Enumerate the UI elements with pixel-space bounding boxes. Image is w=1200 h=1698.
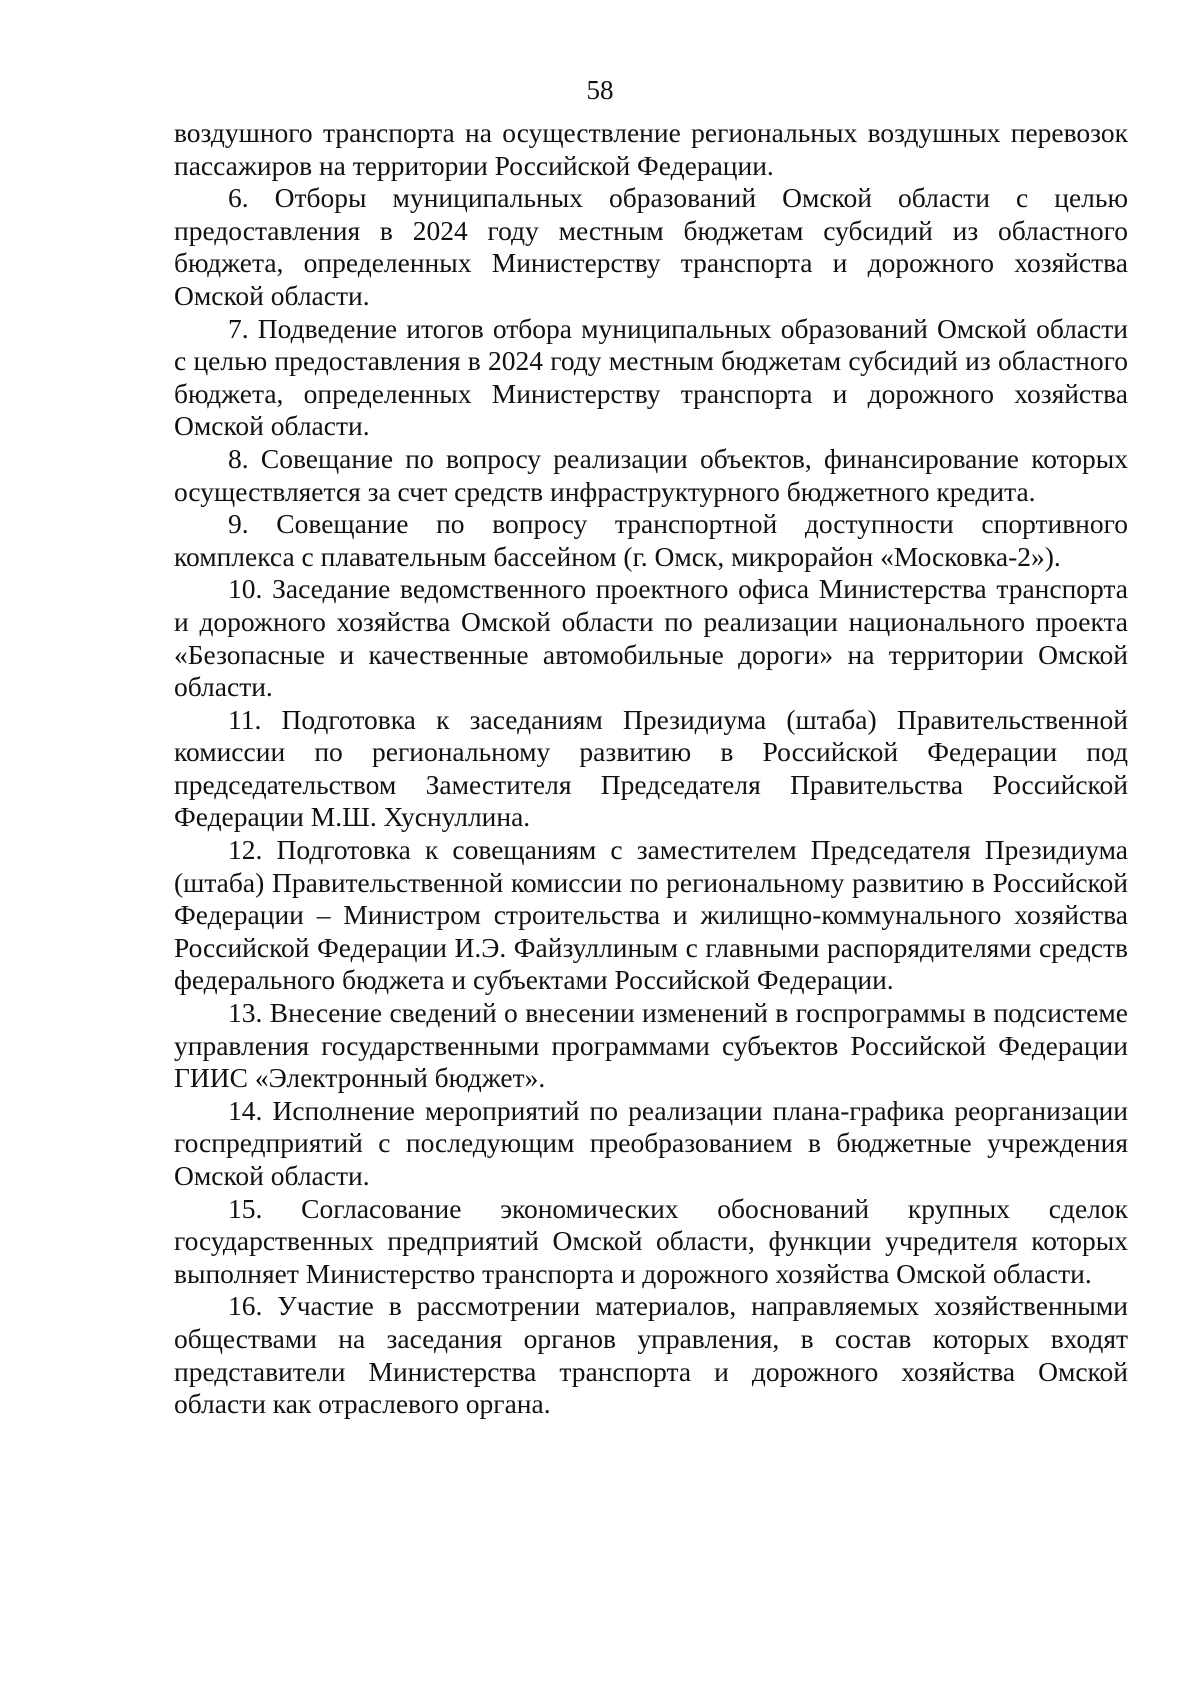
list-item-9: 9. Совещание по вопросу транспортной доступности спортивного комплекса с плавательным бассейном (г. Омск, микрорайон «Московка-2»).	[174, 508, 1128, 572]
list-item-10: 10. Заседание ведомственного проектного офиса Министерства транспорта и дорожного хозяйства Омской области по реализации национального проекта «Безопасные и качественные автомобильные дороги» на территории Омской области.	[174, 573, 1128, 703]
list-item-6: 6. Отборы муниципальных образований Омской области с целью предоставления в 2024 году местным бюджетам субсидий из областного бюджета, определенных Министерству транспорта и дорожного хозяйства Омской области.	[174, 182, 1128, 311]
list-item-16: 16. Участие в рассмотрении материалов, направляемых хозяйственными обществами на заседания органов управления, в состав которых входят представители Министерства транспорта и дорожного хозяйства Омской области как отраслевого органа.	[174, 1290, 1128, 1420]
list-item-7: 7. Подведение итогов отбора муниципальных образований Омской области с целью предоставления в 2024 году местным бюджетам субсидий из областного бюджета, определенных Министерству транспорта и дорожного хозяйства Омской области.	[174, 312, 1128, 442]
document-body	[174, 117, 1128, 1421]
list-item-14: 14. Исполнение мероприятий по реализации плана-графика реорганизации госпредприятий с последующим преобразованием в бюджетные учреждения Омской области.	[174, 1094, 1128, 1191]
list-item-12: 12. Подготовка к совещаниям с заместителем Председателя Президиума (штаба) Правительственной комиссии по региональному развитию в Российской Федерации – Министром строительства и жилищно-коммунального хозяйства Российской Федерации И.Э. Файзуллиным с главными распорядителями средств федерального бюджета и субъектами Российской Федерации.	[174, 834, 1128, 996]
list-item-11: 11. Подготовка к заседаниям Президиума (штаба) Правительственной комиссии по региональному развитию в Российской Федерации под председательством Заместителя Председателя Правительства Российской Федерации М.Ш. Хуснуллина.	[174, 703, 1128, 833]
list-item-15: 15. Согласование экономических обоснований крупных сделок государственных предприятий Омской области, функции учредителя которых выполняет Министерство транспорта и дорожного хозяйства Омской области.	[174, 1192, 1128, 1289]
list-item-13: 13. Внесение сведений о внесении изменений в госпрограммы в подсистеме управления государственными программами субъектов Российской Федерации ГИИС «Электронный бюджет».	[174, 997, 1128, 1094]
paragraph-continuation: воздушного транспорта на осуществление региональных воздушных перевозок пассажиров на территории Российской Федерации.	[174, 117, 1128, 181]
list-item-8: 8. Совещание по вопросу реализации объектов, финансирование которых осуществляется за счет средств инфраструктурного бюджетного кредита.	[174, 442, 1128, 507]
page-number: 58	[586, 75, 614, 105]
